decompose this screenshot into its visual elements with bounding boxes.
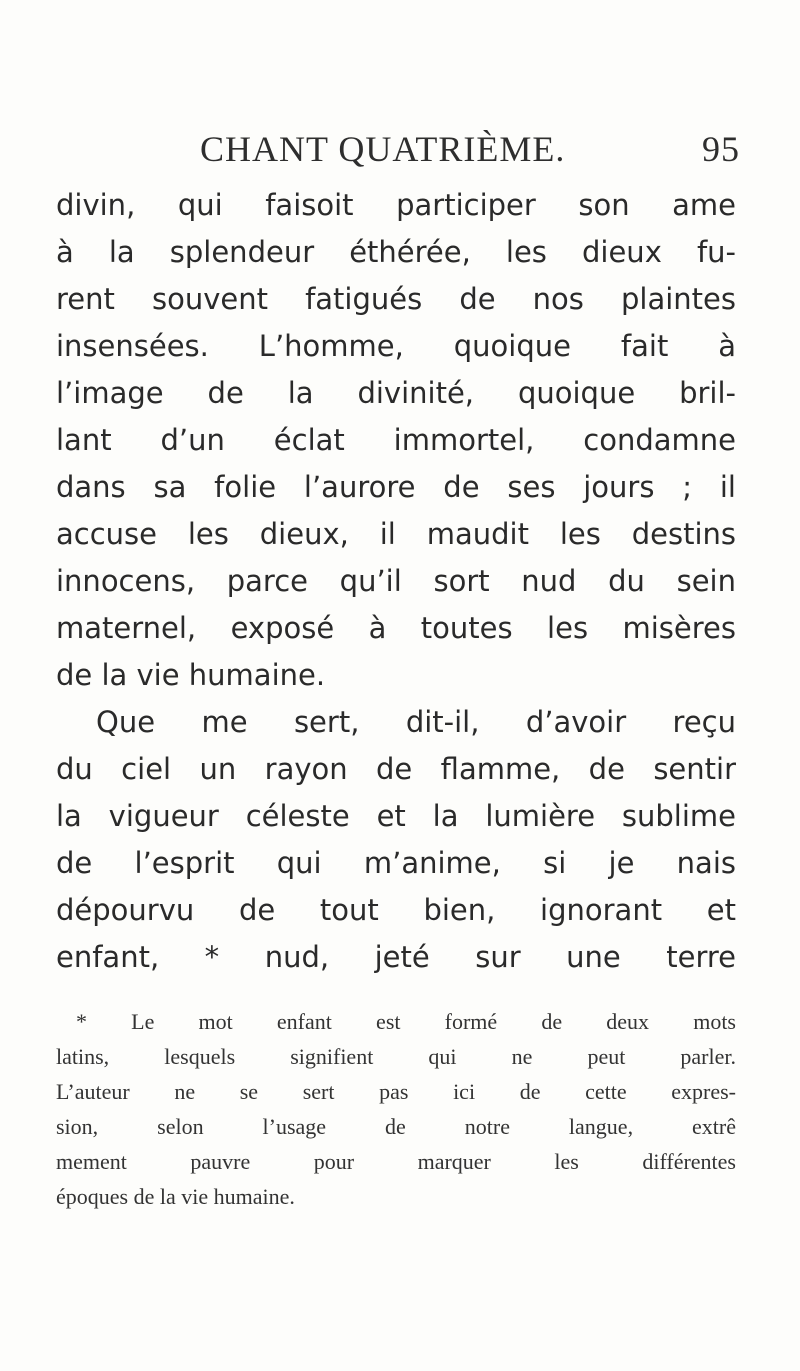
footnote-line: mement pauvre pour marquer les différentes: [56, 1149, 736, 1174]
text-line: dépourvu de tout bien, ignorant et: [56, 893, 736, 927]
footnote-line: L’auteur ne se sert pas ici de cette expres-: [56, 1079, 736, 1104]
footnote-line: époques de la vie humaine.: [56, 1184, 295, 1209]
footnote: [56, 1004, 736, 1214]
text-line: dans sa folie l’aurore de ses jours ; il: [56, 470, 736, 504]
text-line: lant d’un éclat immortel, condamne: [56, 423, 736, 457]
text-line: divin, qui faisoit participer son ame: [56, 188, 736, 222]
text-line: la vigueur céleste et la lumière sublime: [56, 799, 736, 833]
running-head: [200, 128, 740, 172]
text-line: rent souvent fatigués de nos plaintes: [56, 282, 736, 316]
footnote-line: sion, selon l’usage de notre langue, extrê: [56, 1114, 736, 1139]
text-line: enfant, * nud, jeté sur une terre: [56, 940, 736, 974]
text-line: accuse les dieux, il maudit les destins: [56, 517, 736, 551]
text-line: de la vie humaine.: [56, 658, 326, 692]
text-line: maternel, exposé à toutes les misères: [56, 611, 736, 645]
text-line: Que me sert, dit-il, d’avoir reçu: [96, 705, 736, 739]
text-line: l’image de la divinité, quoique bril-: [56, 376, 736, 410]
page-number: 95: [702, 129, 740, 169]
text-line: du ciel un rayon de flamme, de sentir: [56, 752, 736, 786]
running-title: CHANT QUATRIÈME.: [200, 129, 566, 169]
body-text: [56, 182, 736, 981]
footnote-line: * Le mot enfant est formé de deux mots: [76, 1009, 736, 1034]
footnote-line: latins, lesquels signifient qui ne peut parler.: [56, 1044, 736, 1069]
text-line: à la splendeur éthérée, les dieux fu-: [56, 235, 736, 269]
text-line: de l’esprit qui m’anime, si je nais: [56, 846, 736, 880]
text-line: innocens, parce qu’il sort nud du sein: [56, 564, 736, 598]
text-line: insensées. L’homme, quoique fait à: [56, 329, 736, 363]
